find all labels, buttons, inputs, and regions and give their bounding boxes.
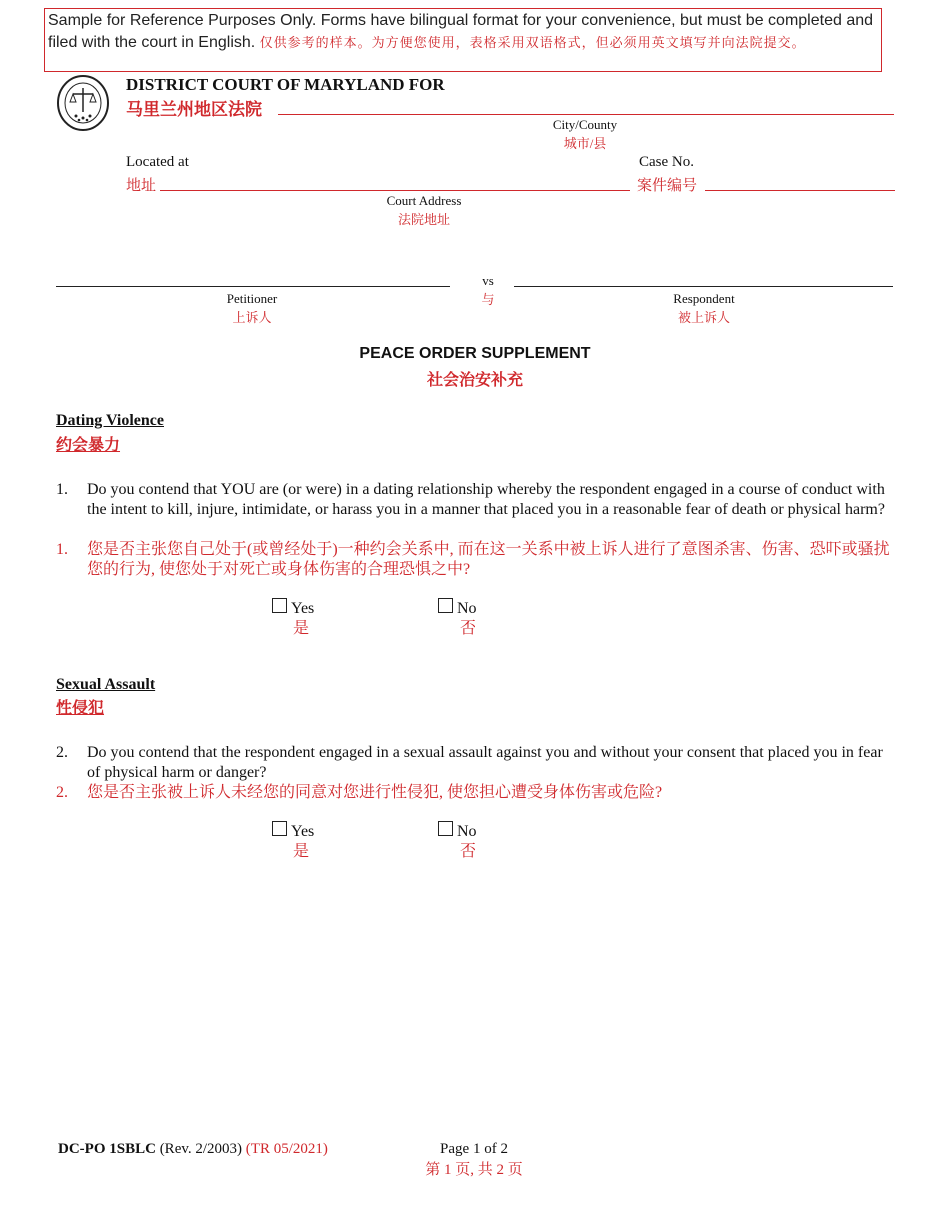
form-title-en: PEACE ORDER SUPPLEMENT	[359, 345, 591, 362]
question-1-no-label-en: No	[457, 600, 477, 617]
footer-translation-revision: (TR 05/2021)	[245, 1141, 328, 1157]
question-2-yes-label-en: Yes	[291, 823, 315, 840]
respondent-label-cn: 被上诉人	[677, 310, 730, 325]
section-dating-violence-title-cn: 约会暴力	[56, 437, 121, 454]
vs-label-cn: 与	[481, 292, 495, 307]
located-at-label-en: Located at	[126, 154, 189, 170]
court-address-label-cn: 法院地址	[397, 212, 450, 227]
city-county-label-en: City/County	[552, 117, 618, 132]
court-address-label-en: Court Address	[386, 193, 462, 208]
question-2-yes-checkbox[interactable]	[272, 821, 287, 836]
vs-label	[460, 273, 516, 308]
question-2-yes-label-cn: 是	[293, 843, 310, 860]
petitioner-label-en: Petitioner	[226, 291, 278, 306]
footer-page-en: Page 1 of 2	[440, 1141, 508, 1157]
question-2-text-cn: 您是否主张被上诉人未经您的同意对您进行性侵犯, 使您担心遭受身体伤害或危险?	[87, 784, 663, 801]
vs-label-en: vs	[482, 273, 494, 288]
court-name-english: DISTRICT COURT OF MARYLAND FOR	[126, 75, 445, 94]
case-no-label-en: Case No.	[639, 154, 694, 170]
located-at-label-cn: 地址	[126, 178, 157, 194]
court-seal-icon	[56, 72, 110, 132]
footer-revision: (Rev. 2/2003)	[159, 1141, 243, 1157]
question-2-no-label-en: No	[457, 823, 477, 840]
question-2-number-cn: 2.	[56, 784, 68, 801]
question-2-no-label-cn: 否	[460, 843, 477, 860]
footer-page-cn: 第 1 页, 共 2 页	[425, 1162, 523, 1178]
case-no-line[interactable]	[705, 190, 895, 191]
city-county-label-cn: 城市/县	[563, 136, 607, 151]
question-1-yes-label-cn: 是	[293, 620, 310, 637]
case-no-label-cn: 案件编号	[637, 178, 698, 194]
footer-page-number	[400, 1141, 548, 1179]
question-1-no-label-cn: 否	[460, 620, 477, 637]
question-1-number-en: 1.	[56, 481, 68, 498]
notice-english: Sample for Reference Purposes Only. Forms have bilingual format for your convenience, but must be completed and filed with the court in English.	[48, 12, 874, 51]
form-title-cn: 社会治安补充	[426, 372, 523, 389]
petitioner-label	[190, 291, 314, 326]
question-1-yes-label-en: Yes	[291, 600, 315, 617]
respondent-label-en: Respondent	[673, 291, 735, 306]
reference-notice	[44, 8, 882, 72]
court-name-chinese: 马里兰州地区法院	[126, 100, 262, 119]
notice-chinese: 仅供参考的样本。为方便您使用，表格采用双语格式，但必须用英文填写并向法院提交。	[259, 35, 806, 50]
city-county-label	[520, 117, 650, 152]
question-1-text-en: Do you contend that YOU are (or were) in a dating relationship whereby the respondent engaged in a course of conduct with the intent to kill, injure, intimidate, or harass you in a manner that placed you in a reasonable fear of death or physical harm?	[87, 481, 885, 518]
respondent-line[interactable]	[514, 286, 893, 287]
question-1-number-cn: 1.	[56, 541, 68, 558]
petitioner-line[interactable]	[56, 286, 450, 287]
question-2-no-checkbox[interactable]	[438, 821, 453, 836]
question-1-yes-checkbox[interactable]	[272, 598, 287, 613]
footer-form-number: DC-PO 1SBLC	[58, 1141, 156, 1157]
court-address-line[interactable]	[160, 190, 630, 191]
question-2-number-en: 2.	[56, 744, 68, 761]
court-address-label	[354, 193, 494, 228]
question-1-no-checkbox[interactable]	[438, 598, 453, 613]
petitioner-label-cn: 上诉人	[232, 310, 272, 325]
section-sexual-assault-title-en: Sexual Assault	[56, 676, 156, 693]
section-dating-violence-title-en: Dating Violence	[56, 412, 164, 429]
question-1-text-cn: 您是否主张您自己处于(或曾经处于)一种约会关系中, 而在这一关系中被上诉人进行了意图杀害、伤害、恐吓或骚扰您的行为, 使您处于对死亡或身体伤害的合理恐惧之中?	[87, 541, 890, 578]
city-county-line[interactable]	[278, 114, 894, 115]
footer-form-id	[58, 1141, 328, 1158]
section-sexual-assault-title-cn: 性侵犯	[56, 700, 105, 717]
question-2-text-en: Do you contend that the respondent engaged in a sexual assault against you and without your consent that placed you in fear of physical harm or danger?	[87, 744, 883, 781]
respondent-label	[642, 291, 766, 326]
